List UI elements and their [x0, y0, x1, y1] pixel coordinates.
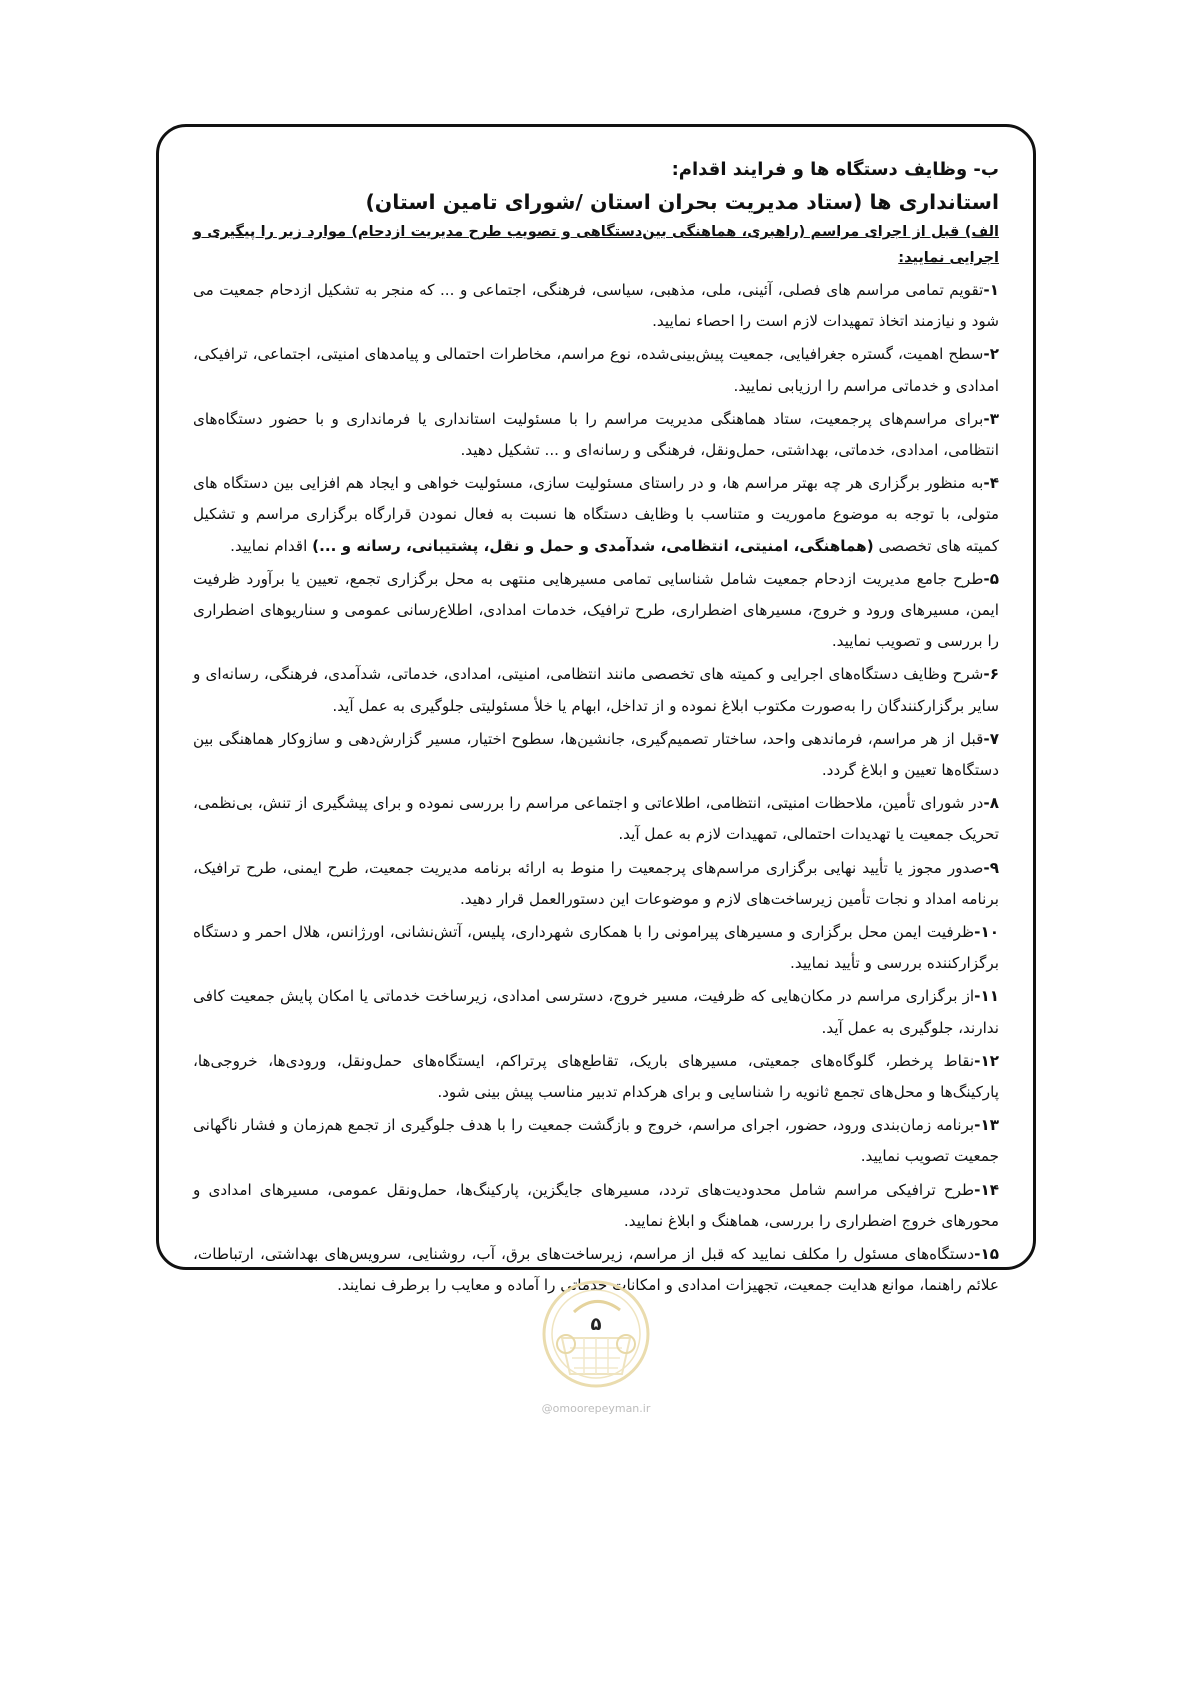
item-number: ۴-: [983, 474, 999, 493]
item-text: دستگاه‌های مسئول را مکلف نمایید که قبل از مراسم، زیرساخت‌های برق، آب، روشنایی، سرویس‌های بهداشتی، ارتباطات، علائم راهنما، موانع هدایت جمعیت، تجهیزات امدادی و امکانات خدماتی را آماده و معایب را برطرف نمایند.: [193, 1245, 999, 1295]
item-text: برنامه زمان‌بندی ورود، حضور، اجرای مراسم، خروج و بازگشت جمعیت را با هدف جلوگیری از تجمع هم‌زمان و فشار ناگهانی جمعیت تصویب نمایید.: [193, 1116, 999, 1166]
item-text: نقاط پرخطر، گلوگاه‌های جمعیتی، مسیرهای باریک، تقاطع‌های پرتراکم، ایستگاه‌های حمل‌ونقل، ورودی‌ها، خروجی‌ها، پارکینگ‌ها و محل‌های تجمع ثانویه را شناسایی و برای هرکدام تدبیر مناسب پیش بینی شود.: [193, 1051, 999, 1102]
page-footer: [540, 1278, 652, 1428]
section-title: ب- وظایف دستگاه ها و فرایند اقدام:: [671, 159, 999, 180]
list-item: [193, 724, 999, 786]
item-number: ۷-: [983, 729, 999, 748]
item-text: طرح ترافیکی مراسم شامل محدودیت‌های تردد، مسیرهای جایگزین، پارکینگ‌ها، حمل‌ونقل عمومی، مسیرهای امدادی و محورهای خروج اضطراری را بررسی، هماهنگ و ابلاغ نمایید.: [193, 1180, 999, 1230]
item-number: ۸-: [983, 794, 999, 813]
item-number: ۱۳-: [974, 1116, 999, 1135]
list-item: [193, 339, 999, 401]
list-item: [193, 917, 999, 979]
list-item: [193, 468, 999, 562]
numbered-list: [193, 275, 999, 1302]
item-text: شرح وظایف دستگاه‌های اجرایی و کمیته های تخصصی مانند انتظامی، امنیتی، امدادی، خدماتی، شدآمدی، فرهنگی، رسانه‌ای و سایر برگزارکنندگان را به‌صورت مکتوب ابلاغ نموده و از تداخل، ابهام یا خلأ مسئولیتی جلوگیری به عمل آید.: [193, 665, 999, 715]
item-text: از برگزاری مراسم در مکان‌هایی که ظرفیت، مسیر خروج، دسترسی امدادی، زیرساخت خدماتی یا امکان پایش جمعیت کافی ندارند، جلوگیری به عمل آید.: [193, 987, 999, 1037]
document-frame: [156, 124, 1036, 1295]
item-text: ظرفیت ایمن محل برگزاری و مسیرهای پیرامونی را با همکاری شهرداری، پلیس، آتش‌نشانی، اورژانس، هلال احمر و دستگاه برگزارکننده بررسی و تأیید نمایید.: [193, 923, 999, 973]
item-text: قبل از هر مراسم، فرماندهی واحد، ساختار تصمیم‌گیری، جانشین‌ها، سطوح اختیار، مسیر گزارش‌دهی و سازوکار هماهنگی بین دستگاه‌ها تعیین و ابلاغ گردد.: [193, 729, 999, 780]
item-tail: اقدام نمایید.: [230, 536, 308, 555]
list-item: [193, 981, 999, 1043]
list-item: [193, 564, 999, 658]
page-number: ۵: [590, 1314, 602, 1335]
list-item: [193, 1175, 999, 1237]
item-text: در شورای تأمین، ملاحظات امنیتی، انتظامی، اطلاعاتی و اجتماعی مراسم را بررسی نموده و برای پیشگیری از تنش، بی‌نظمی، تحریک جمعیت یا تهدیدات احتمالی، تمهیدات لازم به عمل آید.: [193, 794, 999, 844]
list-item: [193, 659, 999, 721]
list-item: [193, 1046, 999, 1108]
item-number: ۵-: [983, 569, 999, 588]
item-text: سطح اهمیت، گستره جغرافیایی، جمعیت پیش‌بینی‌شده، نوع مراسم، مخاطرات احتمالی و پیامدهای امنیتی، اجتماعی، ترافیکی، امدادی و خدماتی مراسم را ارزیابی نمایید.: [193, 345, 999, 395]
lead-paragraph: الف) قبل از اجرای مراسم (راهبری، هماهنگی بین‌دستگاهی و تصویب طرح مدیریت ازدحام) موارد زیر را پیگیری و اجرایی نمایید:: [193, 224, 999, 266]
item-number: ۱-: [983, 281, 999, 299]
item-number: ۱۵-: [974, 1245, 999, 1264]
subtitle: استانداری ها (ستاد مدیریت بحران استان /شورای تامین استان): [365, 190, 999, 214]
item-number: ۶-: [983, 665, 999, 684]
item-number: ۹-: [983, 858, 999, 877]
item-text: تقویم تمامی مراسم های فصلی، آئینی، ملی، مذهبی، سیاسی، فرهنگی، اجتماعی و ... که منجر به تشکیل ازدحام جمعیت می شود و نیازمند اتخاذ تمهیدات لازم است را احصاء نمایید.: [193, 281, 999, 331]
list-item: [193, 275, 999, 337]
item-number: ۲-: [983, 345, 999, 364]
document-content: [193, 155, 999, 1302]
item-text: برای مراسم‌های پرجمعیت، ستاد هماهنگی مدیریت مراسم را با مسئولیت استانداری یا فرمانداری و با حضور دستگاه‌های انتظامی، امدادی، خدماتی، بهداشتی، حمل‌ونقل، فرهنگی و رسانه‌ای و ... تشکیل دهید.: [193, 409, 999, 460]
item-text: به منظور برگزاری هر چه بهتر مراسم ها، و در راستای مسئولیت سازی، مسئولیت خواهی و ایجاد هم افزایی بین دستگاه های متولی، با توجه به موضوع ماموریت و متناسب با وظایف دستگاه ها نسبت به فعال نمودن قرارگاه برگزاری مراسم و تشکیل کمیته های تخصصی: [193, 474, 999, 555]
list-item: [193, 853, 999, 915]
item-emphasis: (هماهنگی، امنیتی، انتظامی، شدآمدی و حمل و نقل، پشتیبانی، رسانه و ...): [312, 536, 874, 555]
item-number: ۳-: [983, 409, 999, 428]
item-text: طرح جامع مدیریت ازدحام جمعیت شامل شناسایی تمامی مسیرهایی منتهی به محل برگزاری تجمع، تعیین یا برآورد ظرفیت ایمن، مسیرهای ورود و خروج، مسیرهای اضطراری، طرح ترافیک، خدمات امدادی، اطلاع‌رسانی عمومی و سناریوهای اضطراری را بررسی و تصویب نمایید.: [193, 569, 999, 651]
item-number: ۱۲-: [974, 1051, 999, 1070]
item-text: صدور مجوز یا تأیید نهایی برگزاری مراسم‌های پرجمعیت را منوط به ارائه برنامه مدیریت جمعیت، طرح ایمنی، طرح ترافیک، برنامه امداد و نجات تأمین زیرساخت‌های لازم و موضوعات این دستورالعمل قرار دهید.: [193, 858, 999, 908]
item-number: ۱۱-: [974, 987, 999, 1006]
list-item: [193, 1110, 999, 1172]
list-item: [193, 788, 999, 850]
list-item: [193, 404, 999, 466]
item-number: ۱۰-: [974, 923, 999, 942]
watermark-handle: @omoorepeyman.ir: [541, 1402, 651, 1415]
item-number: ۱۴-: [974, 1180, 999, 1199]
